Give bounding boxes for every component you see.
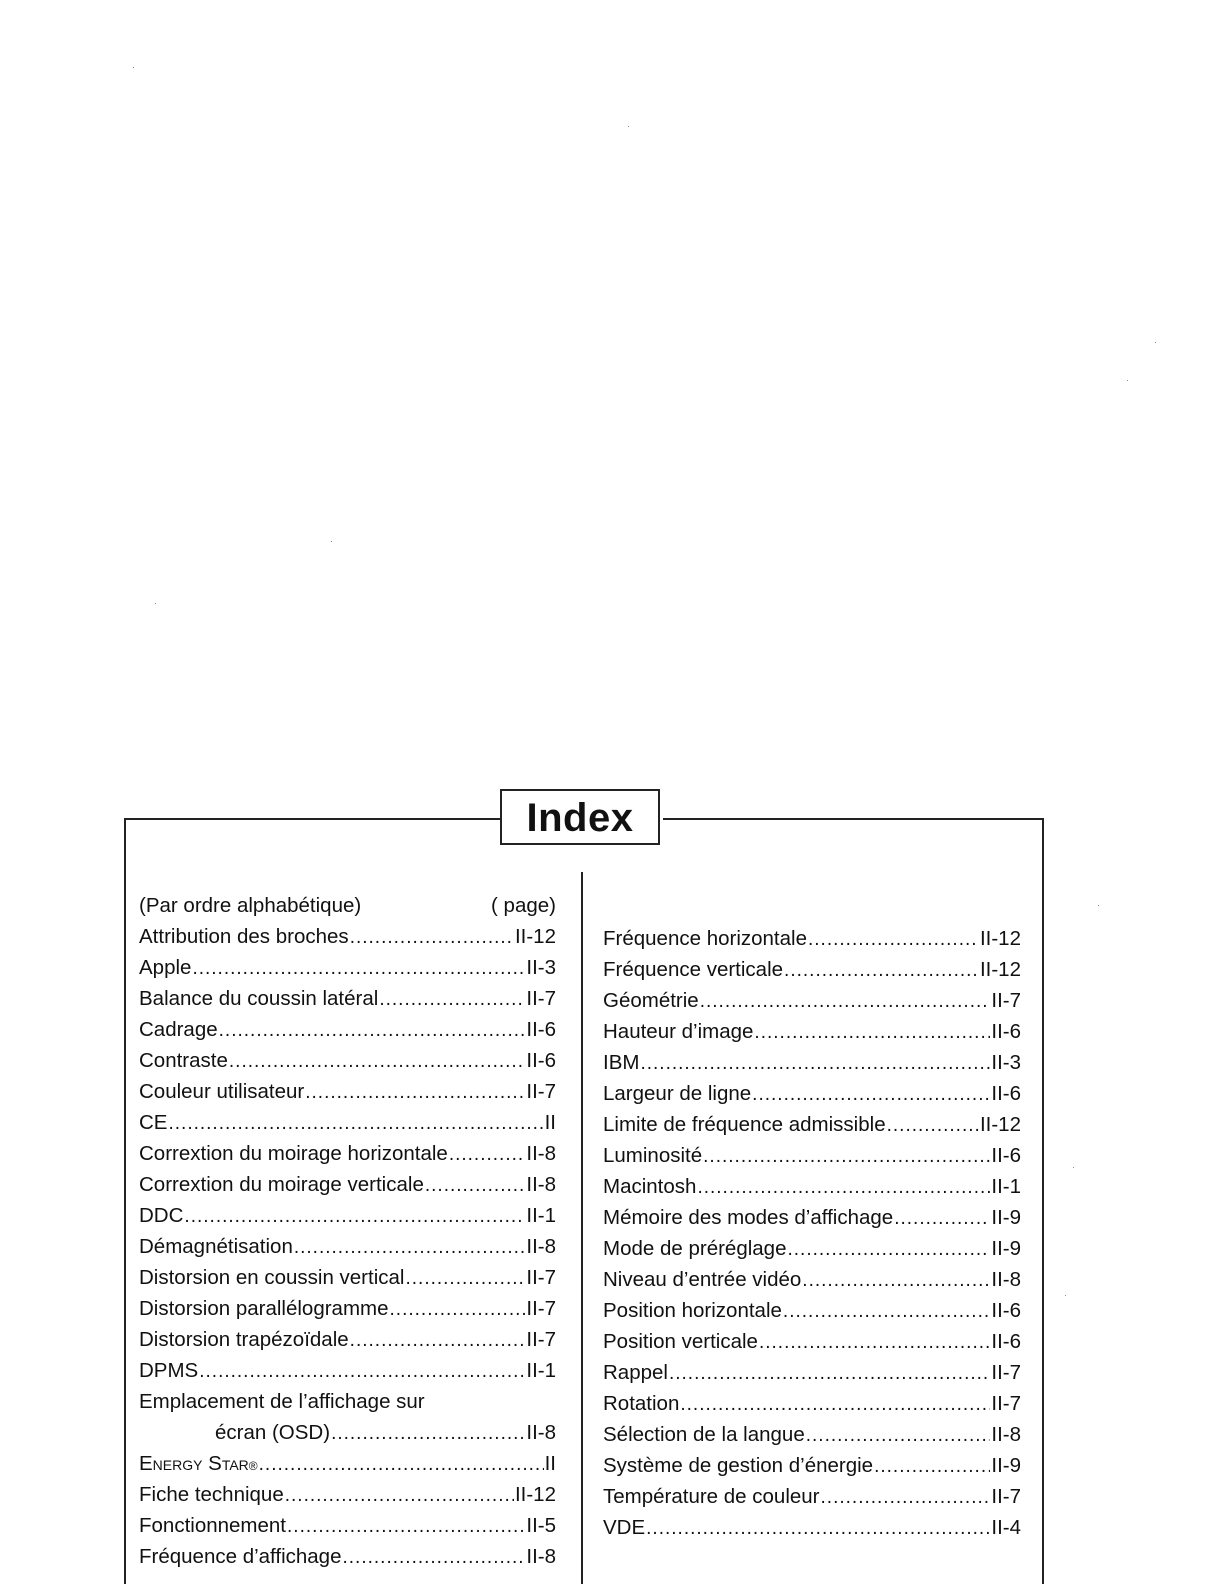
index-entry xyxy=(603,1016,1021,1047)
entry-label: DDC xyxy=(139,1204,184,1227)
index-entry xyxy=(139,1479,556,1510)
entry-label: Hauteur d’image xyxy=(603,1020,754,1043)
entry-page: II-6 xyxy=(526,1049,556,1072)
leader-dots xyxy=(405,1263,525,1294)
index-entry xyxy=(139,1045,556,1076)
scan-speck xyxy=(628,126,629,127)
entry-page: II-9 xyxy=(991,1454,1021,1477)
entry-label: VDE xyxy=(603,1516,646,1539)
scan-speck xyxy=(1127,380,1128,381)
entry-label: Rappel xyxy=(603,1361,668,1384)
scan-speck xyxy=(133,67,134,68)
sort-order-note: (Par ordre alphabétique) xyxy=(139,894,362,917)
entry-label: Température de couleur xyxy=(603,1485,820,1508)
index-entry xyxy=(139,1510,556,1541)
index-entry xyxy=(603,1450,1021,1481)
entry-page: II-12 xyxy=(514,1483,556,1506)
scan-speck xyxy=(1098,905,1099,906)
entry-page: II-8 xyxy=(526,1142,556,1165)
scan-speck xyxy=(331,541,332,542)
index-entry xyxy=(139,1231,556,1262)
entry-label: Luminosité xyxy=(603,1144,703,1167)
leader-dots xyxy=(331,1418,525,1449)
leader-dots xyxy=(703,1141,990,1172)
entry-label: Fréquence d’affichage xyxy=(139,1545,342,1568)
entry-label: Rotation xyxy=(603,1392,680,1415)
entry-page: II-7 xyxy=(526,1266,556,1289)
entry-page: II-8 xyxy=(526,1173,556,1196)
entry-label: Fréquence verticale xyxy=(603,958,784,981)
index-entry xyxy=(603,1109,1021,1140)
entry-page: II-7 xyxy=(991,1361,1021,1384)
index-column-header xyxy=(139,890,556,921)
leader-dots xyxy=(192,953,525,984)
index-entry xyxy=(139,1107,556,1138)
leader-dots xyxy=(821,1482,991,1513)
frame-top-rule-right xyxy=(663,818,1043,820)
leader-dots xyxy=(379,984,525,1015)
leader-dots xyxy=(697,1172,990,1203)
index-entry: Energy Star ® ..... II xyxy=(139,1448,556,1479)
index-entry xyxy=(139,1014,556,1045)
entry-page: II-8 xyxy=(526,1235,556,1258)
frame-left-rule xyxy=(124,818,126,1584)
entry-page: II-6 xyxy=(991,1144,1021,1167)
leader-dots xyxy=(425,1170,526,1201)
leader-dots xyxy=(759,1327,990,1358)
index-entry xyxy=(603,1233,1021,1264)
entry-page: II xyxy=(544,1111,556,1134)
entry-label: Position verticale xyxy=(603,1330,758,1353)
entry-page: II-9 xyxy=(991,1237,1021,1260)
leader-dots xyxy=(294,1232,526,1263)
index-entry xyxy=(139,1541,556,1572)
entry-label: Démagnétisation xyxy=(139,1235,293,1258)
entry-page: II-6 xyxy=(991,1020,1021,1043)
entry-label: Géométrie xyxy=(603,989,699,1012)
leader-dots xyxy=(646,1513,990,1544)
entry-page: II-7 xyxy=(526,1328,556,1351)
index-title: Index xyxy=(526,796,634,840)
leader-dots xyxy=(449,1139,526,1170)
leader-dots xyxy=(784,955,979,986)
entry-page: II-3 xyxy=(991,1051,1021,1074)
entry-page: II-8 xyxy=(526,1421,556,1444)
index-entry xyxy=(603,1202,1021,1233)
entry-page: II-7 xyxy=(526,1080,556,1103)
entry-label: Balance du coussin latéral xyxy=(139,987,379,1010)
leader-dots xyxy=(808,924,979,955)
entry-page: II-6 xyxy=(526,1018,556,1041)
index-entry xyxy=(139,952,556,983)
leader-dots xyxy=(285,1480,514,1511)
index-entry xyxy=(139,1293,556,1324)
index-entry xyxy=(139,1138,556,1169)
entry-page: II-7 xyxy=(526,987,556,1010)
entry-label: Distorsion trapézoïdale xyxy=(139,1328,349,1351)
leader-dots xyxy=(640,1048,990,1079)
scan-speck xyxy=(1073,1167,1074,1168)
entry-page: II-6 xyxy=(991,1330,1021,1353)
leader-dots xyxy=(680,1389,990,1420)
index-entry xyxy=(603,954,1021,985)
entry-label: écran (OSD) xyxy=(215,1421,331,1444)
leader-dots xyxy=(305,1077,525,1108)
entry-label: Cadrage xyxy=(139,1018,218,1041)
entry-page: II-12 xyxy=(979,1113,1021,1136)
index-entry xyxy=(603,1512,1021,1543)
index-entry xyxy=(603,1295,1021,1326)
entry-label: Couleur utilisateur xyxy=(139,1080,305,1103)
entry-label: Fiche technique xyxy=(139,1483,284,1506)
leader-dots xyxy=(700,986,991,1017)
leader-dots xyxy=(802,1265,990,1296)
entry-page: II-7 xyxy=(991,1392,1021,1415)
entry-page: II-3 xyxy=(526,956,556,979)
scan-speck xyxy=(1065,1295,1066,1296)
leader-dots xyxy=(806,1420,991,1451)
entry-label: Limite de fréquence admissible xyxy=(603,1113,886,1136)
scan-speck xyxy=(155,603,156,604)
leader-dots xyxy=(184,1201,525,1232)
index-entry xyxy=(139,1355,556,1386)
entry-page: II-7 xyxy=(991,1485,1021,1508)
entry-page: II-1 xyxy=(526,1359,556,1382)
leader-dots xyxy=(168,1108,543,1139)
entry-page: II-8 xyxy=(991,1268,1021,1291)
leader-dots xyxy=(894,1203,990,1234)
entry-label: Corrextion du moirage verticale xyxy=(139,1173,424,1196)
entry-page: II-8 xyxy=(526,1545,556,1568)
entry-label: Macintosh xyxy=(603,1175,697,1198)
entry-label: Contraste xyxy=(139,1049,228,1072)
leader-dots xyxy=(874,1451,990,1482)
leader-dots xyxy=(350,922,514,953)
frame-right-rule xyxy=(1042,818,1044,1584)
entry-page: II-9 xyxy=(991,1206,1021,1229)
page-column-label: ( page) xyxy=(491,894,556,917)
leader-dots xyxy=(287,1511,525,1542)
index-entry xyxy=(603,1047,1021,1078)
index-entry xyxy=(603,1481,1021,1512)
entry-page: II-6 xyxy=(991,1299,1021,1322)
leader-dots xyxy=(259,1449,544,1480)
index-entry xyxy=(603,985,1021,1016)
entry-label: DPMS xyxy=(139,1359,199,1382)
leader-dots xyxy=(350,1325,526,1356)
index-entry xyxy=(139,1200,556,1231)
entry-page: II-4 xyxy=(991,1516,1021,1539)
index-right-column xyxy=(603,923,1021,1543)
entry-label: Sélection de la langue xyxy=(603,1423,805,1446)
entry-label: Largeur de ligne xyxy=(603,1082,752,1105)
entry-label: Apple xyxy=(139,956,192,979)
leader-dots xyxy=(229,1046,525,1077)
entry-label: Fréquence horizontale xyxy=(603,927,807,950)
entry-page: II-1 xyxy=(991,1175,1021,1198)
leader-dots xyxy=(754,1017,990,1048)
index-entry xyxy=(139,983,556,1014)
index-entry xyxy=(139,1076,556,1107)
entry-label: Energy Star xyxy=(139,1452,249,1475)
entry-label: Mémoire des modes d’affichage xyxy=(603,1206,894,1229)
index-entry xyxy=(603,1357,1021,1388)
leader-dots xyxy=(199,1356,525,1387)
entry-label: Attribution des broches xyxy=(139,925,349,948)
leader-dots xyxy=(887,1110,979,1141)
leader-dots xyxy=(788,1234,991,1265)
entry-label: Distorsion en coussin vertical xyxy=(139,1266,405,1289)
index-entry xyxy=(603,1419,1021,1450)
entry-page: II-12 xyxy=(979,927,1021,950)
scan-speck xyxy=(1155,342,1156,343)
frame-top-rule-left xyxy=(125,818,501,820)
index-entry-continuation xyxy=(139,1417,556,1448)
entry-label: Corrextion du moirage horizontale xyxy=(139,1142,448,1165)
entry-page: II-12 xyxy=(514,925,556,948)
entry-label: Position horizontale xyxy=(603,1299,782,1322)
entry-label: Emplacement de l’affichage sur xyxy=(139,1390,425,1413)
entry-page: II-7 xyxy=(526,1297,556,1320)
column-divider xyxy=(581,872,583,1584)
entry-label: Système de gestion d’énergie xyxy=(603,1454,874,1477)
entry-label: Mode de préréglage xyxy=(603,1237,787,1260)
leader-dots xyxy=(219,1015,526,1046)
index-entry xyxy=(139,1169,556,1200)
entry-label: Niveau d’entrée vidéo xyxy=(603,1268,802,1291)
entry-page: II xyxy=(544,1452,556,1475)
entry-page: II-5 xyxy=(526,1514,556,1537)
entry-label: Distorsion parallélogramme xyxy=(139,1297,389,1320)
index-entry xyxy=(603,923,1021,954)
index-title-box xyxy=(500,789,660,845)
index-entry xyxy=(139,1386,556,1417)
index-entry xyxy=(603,1140,1021,1171)
leader-dots xyxy=(390,1294,526,1325)
entry-page: II-12 xyxy=(979,958,1021,981)
leader-dots xyxy=(669,1358,990,1389)
index-entry xyxy=(139,1324,556,1355)
index-entry xyxy=(603,1326,1021,1357)
entry-page: II-6 xyxy=(991,1082,1021,1105)
index-entry xyxy=(603,1078,1021,1109)
index-left-column xyxy=(139,890,556,1572)
entry-page: II-1 xyxy=(526,1204,556,1227)
index-entry xyxy=(139,921,556,952)
leader-dots xyxy=(343,1542,526,1573)
index-entry xyxy=(139,1262,556,1293)
index-entry xyxy=(603,1264,1021,1295)
index-entry xyxy=(603,1171,1021,1202)
leader-dots xyxy=(783,1296,990,1327)
leader-dots xyxy=(752,1079,990,1110)
entry-page: II-7 xyxy=(991,989,1021,1012)
entry-page: II-8 xyxy=(991,1423,1021,1446)
entry-label: IBM xyxy=(603,1051,640,1074)
index-entry xyxy=(603,1388,1021,1419)
entry-label: Fonctionnement xyxy=(139,1514,287,1537)
entry-label: CE xyxy=(139,1111,168,1134)
